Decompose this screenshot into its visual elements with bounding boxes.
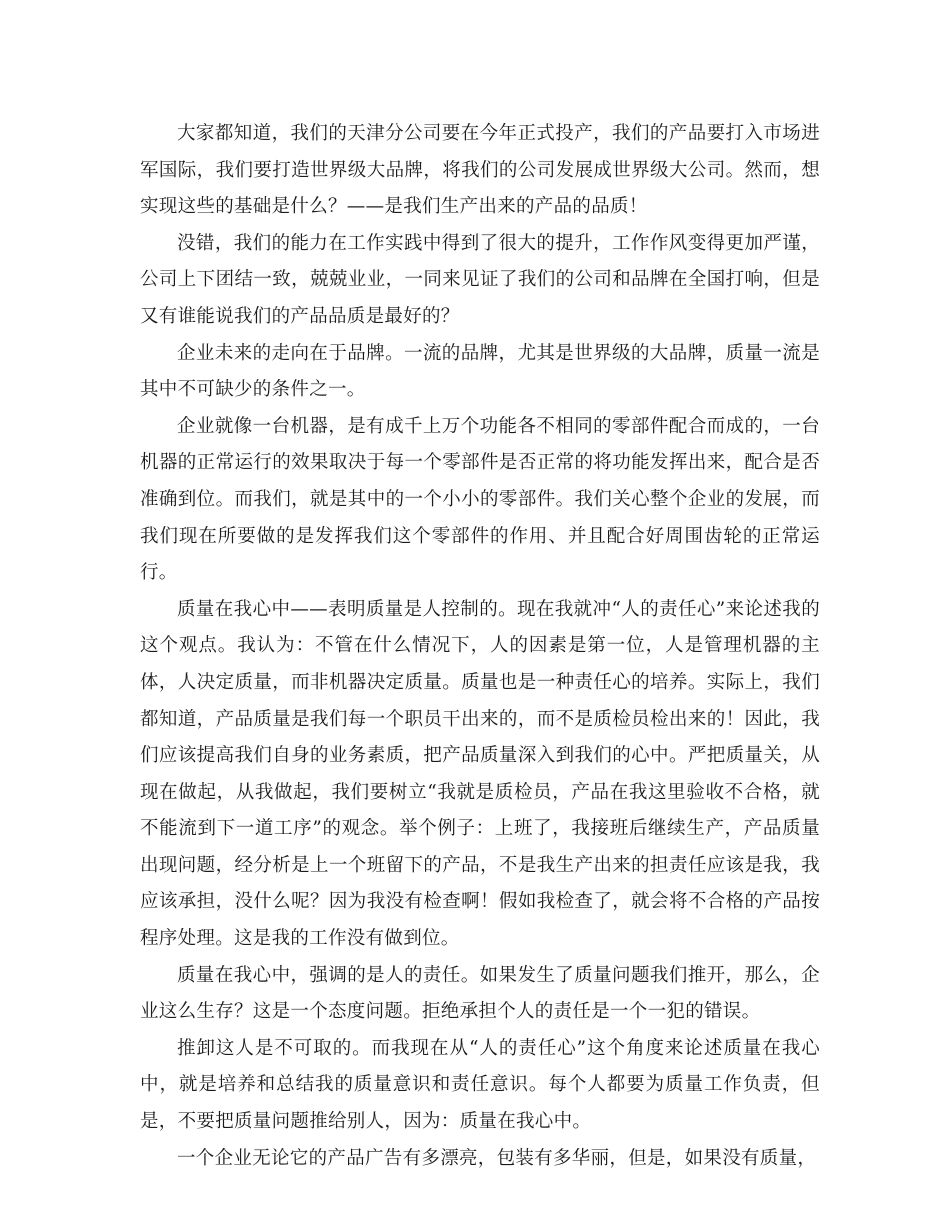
paragraph-3: 企业未来的走向在于品牌。一流的品牌，尤其是世界级的大品牌，质量一流是其中不可缺少的条件之一。 — [140, 342, 820, 401]
paragraph-2: 没错，我们的能力在工作实践中得到了很大的提升，工作作风变得更加严谨，公司上下团结一致，兢兢业业，一同来见证了我们的公司和品牌在全国打响，但是又有谁能说我们的产品品质是最好的？ — [140, 232, 820, 327]
paragraph-6: 质量在我心中，强调的是人的责任。如果发生了质量问题我们推开，那么，企业这么生存？这是一个态度问题。拒绝承担个人的责任是一个一犯的错误。 — [140, 964, 820, 1023]
paragraph-1: 大家都知道，我们的天津分公司要在今年正式投产，我们的产品要打入市场进军国际，我们要打造世界级大品牌，将我们的公司发展成世界级大公司。然而，想实现这些的基础是什么？——是我们生产出来的产品的品质！ — [140, 123, 820, 218]
paragraph-5: 质量在我心中——表明质量是人控制的。现在我就冲“人的责任心”来论述我的这个观点。我认为：不管在什么情况下，人的因素是第一位，人是管理机器的主体，人决定质量，而非机器决定质量。质量也是一种责任心的培养。实际上，我们都知道，产品质量是我们每一个职员干出来的，而不是质检员检出来的！因此，我们应该提高我们自身的业务素质，把产品质量深入到我们的心中。严把质量关，从现在做起，从我做起，我们要树立“我就是质检员，产品在我这里验收不合格，就不能流到下一道工序”的观念。举个例子：上班了，我接班后继续生产，产品质量出现问题，经分析是上一个班留下的产品，不是我生产出来的担责任应该是我，我应该承担，没什么呢？因为我没有检查啊！假如我检查了，就会将不合格的产品按程序处理。这是我的工作没有做到位。 — [140, 598, 820, 950]
paragraph-4: 企业就像一台机器，是有成千上万个功能各不相同的零部件配合而成的，一台机器的正常运行的效果取决于每一个零部件是否正常的将功能发挥出来，配合是否准确到位。而我们，就是其中的一个小小的零部件。我们关心整个企业的发展，而我们现在所要做的是发挥我们这个零部件的作用、并且配合好周围齿轮的正常运行。 — [140, 415, 820, 584]
paragraph-8: 一个企业无论它的产品广告有多漂亮，包装有多华丽，但是，如果没有质量， — [177, 1147, 817, 1169]
paragraph-7: 推卸这人是不可取的。而我现在从“人的责任心”这个角度来论述质量在我心中，就是培养和总结我的质量意识和责任意识。每个人都要为质量工作负责，但是，不要把质量问题推给别人，因为：质量在我心中。 — [140, 1037, 820, 1133]
document-body — [140, 116, 820, 1177]
